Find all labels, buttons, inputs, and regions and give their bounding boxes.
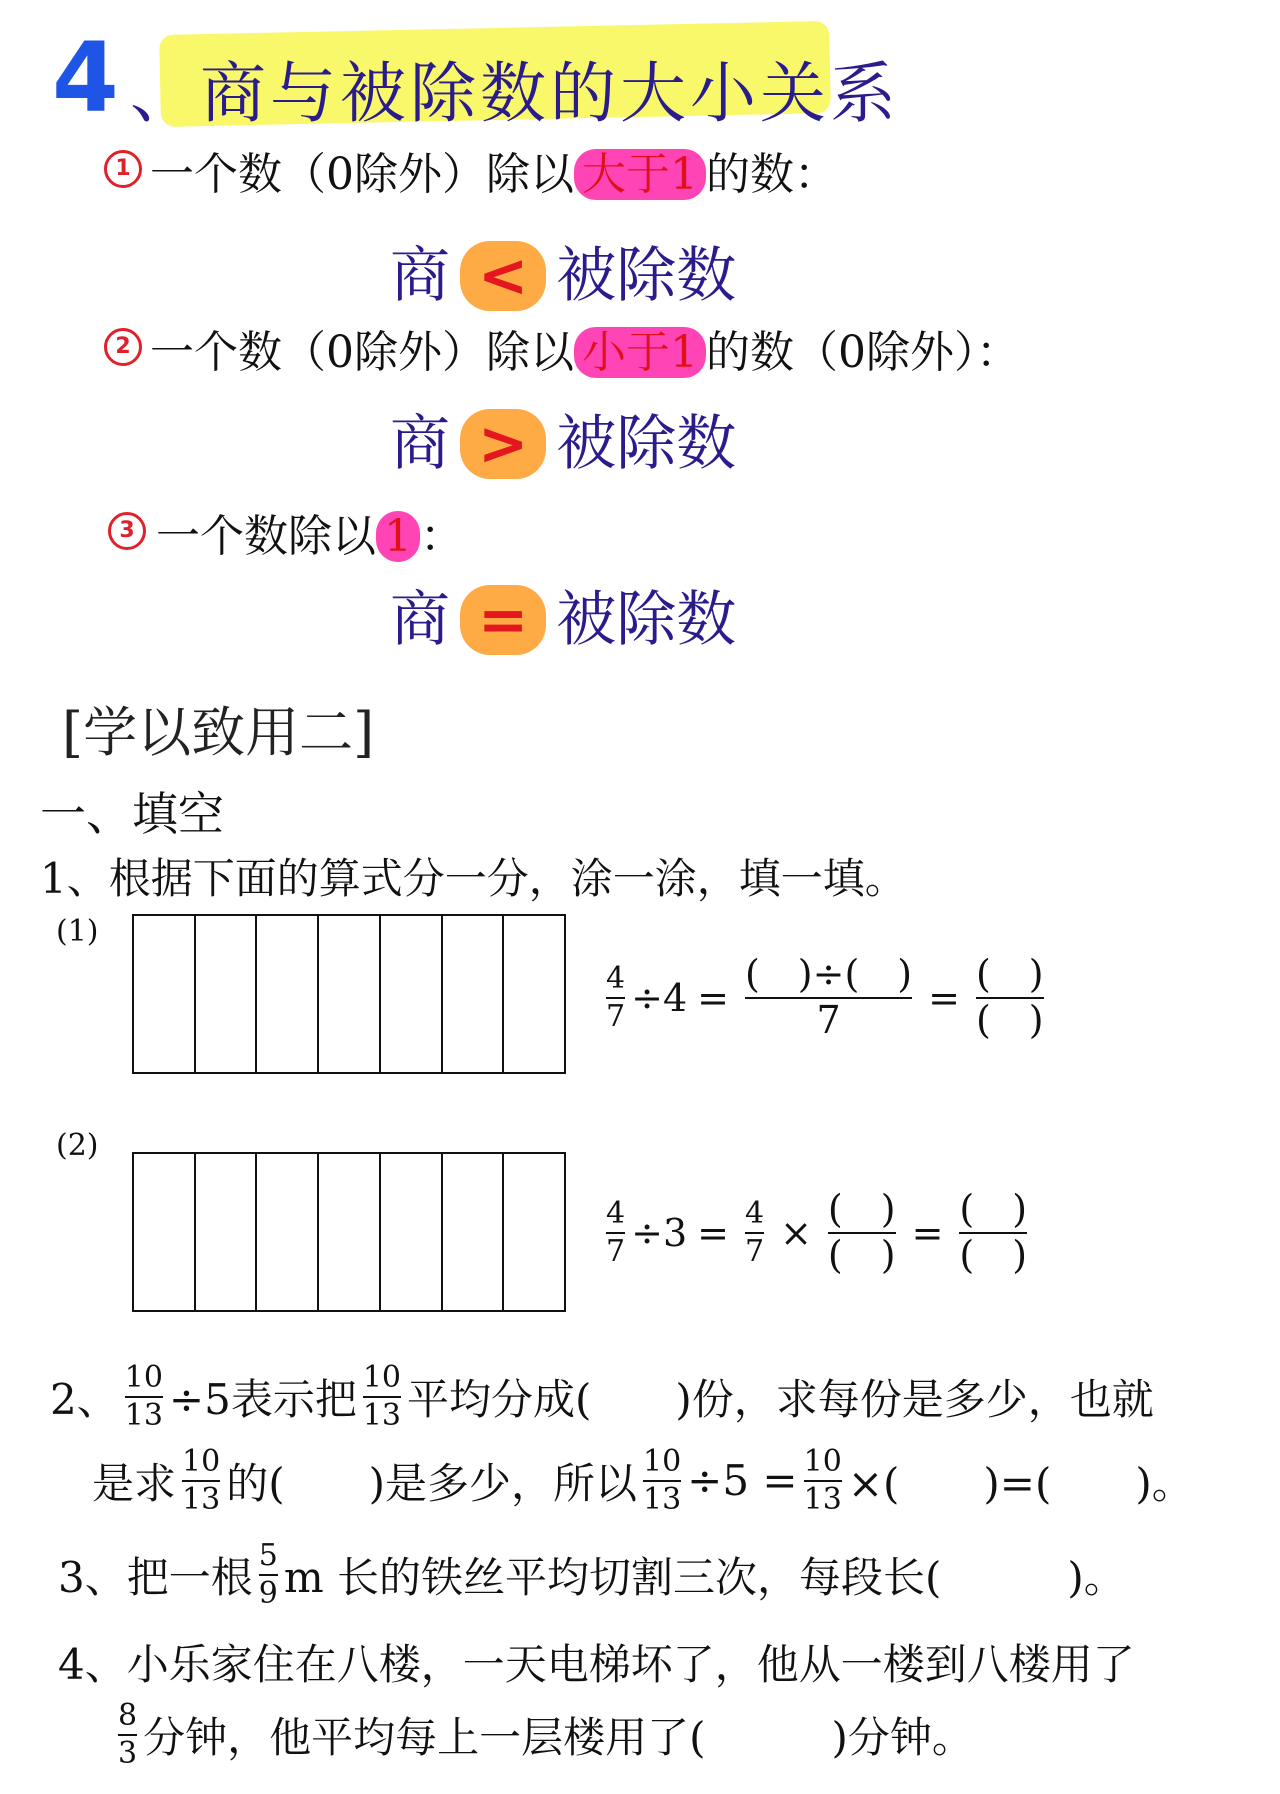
item-2-label: (2) bbox=[56, 1128, 99, 1163]
fraction: $\frac{4}{7}$ bbox=[744, 1196, 765, 1269]
grid-cell[interactable] bbox=[443, 1154, 505, 1310]
grid-cell[interactable] bbox=[257, 1154, 319, 1310]
rule-2-marker: 2 bbox=[104, 328, 142, 366]
grid-cell[interactable] bbox=[504, 1154, 564, 1310]
item-1-label: (1) bbox=[56, 914, 99, 949]
fraction: $\frac{10}{13}$ bbox=[362, 1360, 402, 1433]
equals-sign: = bbox=[460, 585, 546, 655]
practice-heading: [学以致用二] bbox=[62, 701, 375, 764]
rule-1-text: 一个数（0除外）除以 大于1 的数： bbox=[150, 149, 838, 200]
part-heading: 一、填空 bbox=[40, 787, 224, 841]
fraction: $\frac{( )}{( )}$ bbox=[959, 1187, 1028, 1277]
rule-1-highlight: 大于1 bbox=[574, 149, 706, 200]
fraction: $\frac{10}{13}$ bbox=[803, 1444, 842, 1517]
fraction: $\frac{10}{13}$ bbox=[124, 1360, 163, 1433]
question-2-line-2: 是求 $\frac{10}{13}$ 的( )是多少，所以 $\frac{10}{13}$ ÷5 = $\frac{10}{13}$ ×( )=( )。 bbox=[92, 1444, 1194, 1517]
fraction: $\frac{( )}{( )}$ bbox=[975, 952, 1044, 1042]
rule-3-text: 一个数除以 1 ： bbox=[156, 511, 464, 562]
rule-1-marker: 1 bbox=[104, 150, 142, 188]
grid-cell[interactable] bbox=[443, 916, 505, 1072]
fraction: $\frac{5}{9}$ bbox=[258, 1538, 278, 1611]
item-2-equation: $\frac{4}{7}$ ÷ 3 = $\frac{4}{7}$ × $\frac{( )}{( )}$ = $\frac{( )}{( )}$ bbox=[606, 1187, 1028, 1277]
grid-cell[interactable] bbox=[319, 1154, 381, 1310]
item-2-grid[interactable] bbox=[132, 1152, 566, 1312]
title-number: 4 bbox=[52, 22, 119, 134]
grid-cell[interactable] bbox=[381, 1154, 443, 1310]
grid-cell[interactable] bbox=[134, 916, 196, 1072]
rule-2-highlight: 小于1 bbox=[574, 327, 706, 378]
page-title: 、商与被除数的大小关系 bbox=[130, 55, 900, 132]
rule-2-text: 一个数（0除外）除以 小于1 的数（0除外）： bbox=[150, 327, 1020, 378]
question-4-line-1: 4、小乐家住在八楼，一天电梯坏了，他从一楼到八楼用了 bbox=[58, 1640, 1135, 1689]
question-4-line-2: $\frac{8}{3}$ 分钟，他平均每上一层楼用了( )分钟。 bbox=[118, 1698, 974, 1771]
rule-2-result: 商 > 被除数 bbox=[390, 409, 737, 479]
fraction: $\frac{( )\div( )}{7}$ bbox=[744, 952, 913, 1042]
question-2-line-1: 2、 $\frac{10}{13}$ ÷5表示把 $\frac{10}{13}$ 平均分成( )份，求每份是多少，也就 bbox=[50, 1360, 1154, 1433]
fraction: $\frac{4}{7}$ bbox=[606, 1196, 626, 1269]
grid-cell[interactable] bbox=[504, 916, 564, 1072]
greater-than-sign: > bbox=[460, 409, 546, 479]
grid-cell[interactable] bbox=[257, 916, 319, 1072]
grid-cell[interactable] bbox=[196, 916, 258, 1072]
fraction: $\frac{8}{3}$ bbox=[118, 1698, 138, 1771]
rule-3-highlight: 1 bbox=[376, 511, 420, 562]
grid-cell[interactable] bbox=[196, 1154, 258, 1310]
less-than-sign: < bbox=[460, 241, 546, 311]
rule-3-marker: 3 bbox=[108, 512, 146, 550]
grid-cell[interactable] bbox=[319, 916, 381, 1072]
item-1-equation: $\frac{4}{7}$ ÷ 4 = $\frac{( )\div( )}{7}$ = $\frac{( )}{( )}$ bbox=[606, 952, 1044, 1042]
item-1-grid[interactable] bbox=[132, 914, 566, 1074]
fraction: $\frac{( )}{( )}$ bbox=[827, 1187, 896, 1277]
grid-cell[interactable] bbox=[134, 1154, 196, 1310]
grid-cell[interactable] bbox=[381, 916, 443, 1072]
fraction: $\frac{10}{13}$ bbox=[182, 1444, 221, 1517]
rule-1-result: 商 < 被除数 bbox=[390, 241, 737, 311]
rule-3-result: 商 = 被除数 bbox=[390, 585, 737, 655]
question-3: 3、把一根 $\frac{5}{9}$ m 长的铁丝平均切割三次，每段长( )。 bbox=[58, 1538, 1126, 1611]
question-1-text: 1、根据下面的算式分一分，涂一涂，填一填。 bbox=[40, 854, 907, 903]
fraction: $\frac{10}{13}$ bbox=[642, 1444, 682, 1517]
fraction: $\frac{4}{7}$ bbox=[606, 961, 626, 1034]
